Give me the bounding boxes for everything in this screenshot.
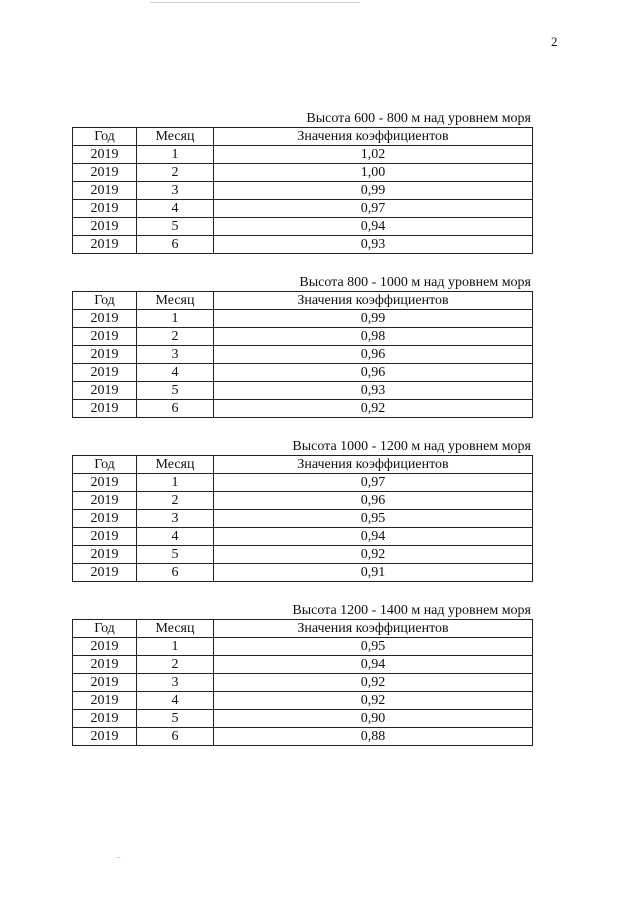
cell-value: 0,95 — [214, 510, 533, 528]
header-month: Месяц — [137, 456, 214, 474]
cell-year: 2019 — [73, 382, 137, 400]
table-row — [73, 400, 533, 418]
table-row — [73, 146, 533, 164]
cell-month: 4 — [137, 528, 214, 546]
cell-value: 0,95 — [214, 638, 533, 656]
table-header-row — [73, 620, 533, 638]
table-row — [73, 310, 533, 328]
header-value: Значения коэффициентов — [214, 292, 533, 310]
table-row — [73, 364, 533, 382]
cell-value: 0,97 — [214, 474, 533, 492]
table-row — [73, 692, 533, 710]
cell-value: 0,96 — [214, 492, 533, 510]
cell-month: 4 — [137, 364, 214, 382]
cell-value: 0,92 — [214, 546, 533, 564]
cell-year: 2019 — [73, 728, 137, 746]
cell-month: 4 — [137, 200, 214, 218]
cell-month: 6 — [137, 564, 214, 582]
table-row — [73, 528, 533, 546]
cell-month: 1 — [137, 310, 214, 328]
cell-year: 2019 — [73, 164, 137, 182]
table-row — [73, 328, 533, 346]
cell-year: 2019 — [73, 528, 137, 546]
cell-month: 6 — [137, 400, 214, 418]
cell-value: 0,94 — [214, 656, 533, 674]
cell-month: 2 — [137, 492, 214, 510]
table-header-row — [73, 456, 533, 474]
cell-value: 0,94 — [214, 218, 533, 236]
cell-month: 2 — [137, 164, 214, 182]
page-number: 2 — [551, 34, 558, 49]
scan-edge-line — [150, 2, 360, 3]
section-caption: Высота 1000 - 1200 м над уровнем моря — [292, 439, 531, 454]
table-row — [73, 346, 533, 364]
table-row — [73, 492, 533, 510]
header-month: Месяц — [137, 128, 214, 146]
header-value: Значения коэффициентов — [214, 128, 533, 146]
cell-value: 0,93 — [214, 236, 533, 254]
coefficient-section-600-800 — [72, 110, 532, 254]
coefficient-table — [72, 291, 533, 418]
cell-month: 3 — [137, 674, 214, 692]
cell-value: 0,94 — [214, 528, 533, 546]
cell-value: 0,98 — [214, 328, 533, 346]
table-row — [73, 674, 533, 692]
header-year: Год — [73, 128, 137, 146]
table-row — [73, 200, 533, 218]
table-row — [73, 510, 533, 528]
table-row — [73, 728, 533, 746]
header-month: Месяц — [137, 620, 214, 638]
section-caption: Высота 600 - 800 м над уровнем моря — [306, 111, 531, 126]
cell-year: 2019 — [73, 346, 137, 364]
cell-value: 0,99 — [214, 310, 533, 328]
header-value: Значения коэффициентов — [214, 620, 533, 638]
cell-value: 0,93 — [214, 382, 533, 400]
cell-value: 0,88 — [214, 728, 533, 746]
cell-value: 0,90 — [214, 710, 533, 728]
cell-year: 2019 — [73, 218, 137, 236]
table-row — [73, 164, 533, 182]
cell-value: 0,96 — [214, 364, 533, 382]
cell-year: 2019 — [73, 692, 137, 710]
table-row — [73, 474, 533, 492]
cell-month: 1 — [137, 638, 214, 656]
table-row — [73, 546, 533, 564]
scan-artifact-mark: ⁻ — [116, 854, 121, 864]
cell-month: 4 — [137, 692, 214, 710]
cell-month: 5 — [137, 546, 214, 564]
cell-value: 0,92 — [214, 692, 533, 710]
cell-year: 2019 — [73, 146, 137, 164]
cell-year: 2019 — [73, 656, 137, 674]
cell-month: 2 — [137, 328, 214, 346]
cell-month: 1 — [137, 146, 214, 164]
coefficient-table — [72, 619, 533, 746]
coefficient-section-800-1000 — [72, 274, 532, 418]
cell-year: 2019 — [73, 200, 137, 218]
cell-year: 2019 — [73, 310, 137, 328]
header-value: Значения коэффициентов — [214, 456, 533, 474]
cell-value: 0,92 — [214, 674, 533, 692]
cell-month: 3 — [137, 346, 214, 364]
cell-month: 6 — [137, 728, 214, 746]
table-row — [73, 382, 533, 400]
cell-year: 2019 — [73, 182, 137, 200]
coefficient-section-1200-1400 — [72, 602, 532, 746]
coefficient-table — [72, 127, 533, 254]
cell-month: 1 — [137, 474, 214, 492]
cell-year: 2019 — [73, 710, 137, 728]
cell-year: 2019 — [73, 474, 137, 492]
cell-year: 2019 — [73, 364, 137, 382]
cell-month: 2 — [137, 656, 214, 674]
header-month: Месяц — [137, 292, 214, 310]
section-caption: Высота 800 - 1000 м над уровнем моря — [299, 275, 531, 290]
coefficient-section-1000-1200 — [72, 438, 532, 582]
cell-value: 0,97 — [214, 200, 533, 218]
cell-month: 3 — [137, 182, 214, 200]
table-row — [73, 638, 533, 656]
coefficient-table — [72, 455, 533, 582]
table-header-row — [73, 128, 533, 146]
cell-value: 1,02 — [214, 146, 533, 164]
cell-month: 5 — [137, 218, 214, 236]
cell-value: 0,96 — [214, 346, 533, 364]
cell-year: 2019 — [73, 564, 137, 582]
cell-year: 2019 — [73, 638, 137, 656]
cell-year: 2019 — [73, 546, 137, 564]
cell-value: 0,91 — [214, 564, 533, 582]
header-year: Год — [73, 292, 137, 310]
cell-year: 2019 — [73, 492, 137, 510]
table-row — [73, 236, 533, 254]
table-row — [73, 182, 533, 200]
cell-month: 5 — [137, 710, 214, 728]
section-caption: Высота 1200 - 1400 м над уровнем моря — [292, 603, 531, 618]
cell-value: 1,00 — [214, 164, 533, 182]
header-year: Год — [73, 456, 137, 474]
cell-year: 2019 — [73, 400, 137, 418]
cell-month: 3 — [137, 510, 214, 528]
cell-month: 5 — [137, 382, 214, 400]
cell-month: 6 — [137, 236, 214, 254]
cell-value: 0,99 — [214, 182, 533, 200]
table-row — [73, 656, 533, 674]
cell-value: 0,92 — [214, 400, 533, 418]
table-row — [73, 564, 533, 582]
cell-year: 2019 — [73, 236, 137, 254]
cell-year: 2019 — [73, 674, 137, 692]
table-row — [73, 218, 533, 236]
cell-year: 2019 — [73, 510, 137, 528]
table-row — [73, 710, 533, 728]
cell-year: 2019 — [73, 328, 137, 346]
header-year: Год — [73, 620, 137, 638]
table-header-row — [73, 292, 533, 310]
